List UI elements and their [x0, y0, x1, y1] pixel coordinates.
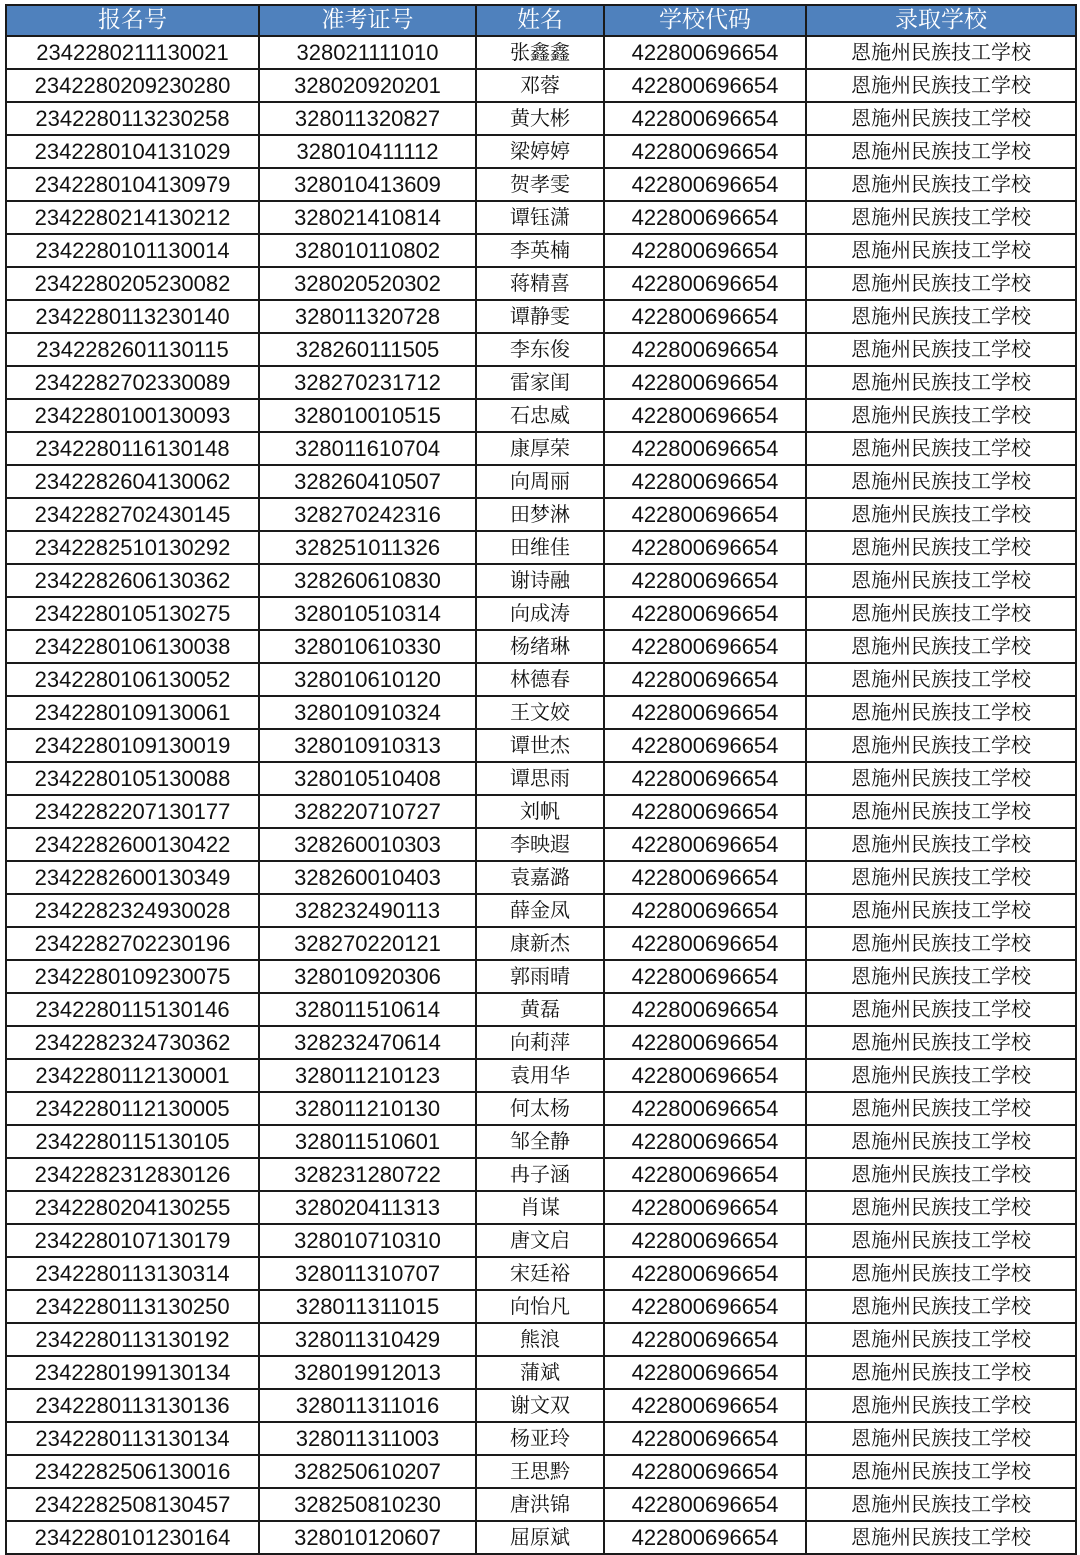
admitted-school-cell: 恩施州民族技工学校 — [806, 1323, 1076, 1356]
table-row — [6, 1059, 1076, 1092]
student-name-cell: 袁用华 — [476, 1059, 604, 1092]
admitted-school-cell: 恩施州民族技工学校 — [806, 267, 1076, 300]
table-row — [6, 201, 1076, 234]
registration-number-cell: 2342280112130005 — [6, 1092, 259, 1125]
school-code-cell: 422800696654 — [604, 1224, 806, 1257]
admission-ticket-number-cell: 328011320827 — [259, 102, 476, 135]
student-name-cell: 何太杨 — [476, 1092, 604, 1125]
registration-number-cell: 2342280204130255 — [6, 1191, 259, 1224]
student-name-cell: 杨亚玲 — [476, 1422, 604, 1455]
table-row — [6, 1257, 1076, 1290]
header-admitted-school: 录取学校 — [806, 5, 1076, 36]
school-code-cell: 422800696654 — [604, 828, 806, 861]
school-code-cell: 422800696654 — [604, 465, 806, 498]
admission-ticket-number-cell: 328010120607 — [259, 1521, 476, 1554]
student-name-cell: 雷家闺 — [476, 366, 604, 399]
admitted-school-cell: 恩施州民族技工学校 — [806, 1389, 1076, 1422]
admission-ticket-number-cell: 328010610330 — [259, 630, 476, 663]
student-name-cell: 田梦淋 — [476, 498, 604, 531]
table-row — [6, 69, 1076, 102]
admission-ticket-number-cell: 328250610207 — [259, 1455, 476, 1488]
admitted-school-cell: 恩施州民族技工学校 — [806, 1521, 1076, 1554]
admitted-school-cell: 恩施州民族技工学校 — [806, 168, 1076, 201]
registration-number-cell: 2342280112130001 — [6, 1059, 259, 1092]
student-name-cell: 石忠威 — [476, 399, 604, 432]
registration-number-cell: 2342280113130250 — [6, 1290, 259, 1323]
registration-number-cell: 2342280105130275 — [6, 597, 259, 630]
admission-ticket-number-cell: 328011510614 — [259, 993, 476, 1026]
school-code-cell: 422800696654 — [604, 597, 806, 630]
admission-ticket-number-cell: 328011310429 — [259, 1323, 476, 1356]
student-name-cell: 康新杰 — [476, 927, 604, 960]
header-registration-number: 报名号 — [6, 5, 259, 36]
school-code-cell: 422800696654 — [604, 729, 806, 762]
student-name-cell: 袁嘉潞 — [476, 861, 604, 894]
table-row — [6, 960, 1076, 993]
registration-number-cell: 2342280205230082 — [6, 267, 259, 300]
registration-number-cell: 2342282312830126 — [6, 1158, 259, 1191]
table-row — [6, 498, 1076, 531]
registration-number-cell: 2342280214130212 — [6, 201, 259, 234]
admission-ticket-number-cell: 328010910313 — [259, 729, 476, 762]
student-name-cell: 谭静雯 — [476, 300, 604, 333]
registration-number-cell: 2342280109230075 — [6, 960, 259, 993]
school-code-cell: 422800696654 — [604, 432, 806, 465]
student-name-cell: 贺孝雯 — [476, 168, 604, 201]
admitted-school-cell: 恩施州民族技工学校 — [806, 795, 1076, 828]
admission-ticket-number-cell: 328010710310 — [259, 1224, 476, 1257]
student-name-cell: 田维佳 — [476, 531, 604, 564]
admitted-school-cell: 恩施州民族技工学校 — [806, 1356, 1076, 1389]
admitted-school-cell: 恩施州民族技工学校 — [806, 69, 1076, 102]
admission-table — [5, 4, 1077, 1555]
header-admission-ticket-number: 准考证号 — [259, 5, 476, 36]
table-row — [6, 267, 1076, 300]
table-row — [6, 1356, 1076, 1389]
admitted-school-cell: 恩施州民族技工学校 — [806, 696, 1076, 729]
admission-ticket-number-cell: 328011610704 — [259, 432, 476, 465]
admitted-school-cell: 恩施州民族技工学校 — [806, 498, 1076, 531]
table-row — [6, 1323, 1076, 1356]
student-name-cell: 屈原斌 — [476, 1521, 604, 1554]
student-name-cell: 唐洪锦 — [476, 1488, 604, 1521]
school-code-cell: 422800696654 — [604, 1257, 806, 1290]
student-name-cell: 王思黔 — [476, 1455, 604, 1488]
registration-number-cell: 2342280106130038 — [6, 630, 259, 663]
registration-number-cell: 2342282600130349 — [6, 861, 259, 894]
table-row — [6, 663, 1076, 696]
admitted-school-cell: 恩施州民族技工学校 — [806, 927, 1076, 960]
table-row — [6, 333, 1076, 366]
student-name-cell: 李英楠 — [476, 234, 604, 267]
admitted-school-cell: 恩施州民族技工学校 — [806, 1290, 1076, 1323]
school-code-cell: 422800696654 — [604, 102, 806, 135]
admitted-school-cell: 恩施州民族技工学校 — [806, 465, 1076, 498]
school-code-cell: 422800696654 — [604, 894, 806, 927]
admitted-school-cell: 恩施州民族技工学校 — [806, 1257, 1076, 1290]
registration-number-cell: 2342282702430145 — [6, 498, 259, 531]
registration-number-cell: 2342280106130052 — [6, 663, 259, 696]
admitted-school-cell: 恩施州民族技工学校 — [806, 663, 1076, 696]
school-code-cell: 422800696654 — [604, 630, 806, 663]
student-name-cell: 刘帆 — [476, 795, 604, 828]
student-name-cell: 谢文双 — [476, 1389, 604, 1422]
table-row — [6, 1422, 1076, 1455]
admission-ticket-number-cell: 328011210123 — [259, 1059, 476, 1092]
student-name-cell: 肖谋 — [476, 1191, 604, 1224]
table-row — [6, 1026, 1076, 1059]
admitted-school-cell: 恩施州民族技工学校 — [806, 1224, 1076, 1257]
registration-number-cell: 2342280115130105 — [6, 1125, 259, 1158]
registration-number-cell: 2342280101230164 — [6, 1521, 259, 1554]
admission-ticket-number-cell: 328260111505 — [259, 333, 476, 366]
school-code-cell: 422800696654 — [604, 399, 806, 432]
admitted-school-cell: 恩施州民族技工学校 — [806, 1422, 1076, 1455]
table-row — [6, 300, 1076, 333]
school-code-cell: 422800696654 — [604, 993, 806, 1026]
student-name-cell: 郭雨晴 — [476, 960, 604, 993]
admitted-school-cell: 恩施州民族技工学校 — [806, 828, 1076, 861]
student-name-cell: 黄大彬 — [476, 102, 604, 135]
table-row — [6, 564, 1076, 597]
table-row — [6, 1092, 1076, 1125]
admission-ticket-number-cell: 328010510314 — [259, 597, 476, 630]
table-row — [6, 861, 1076, 894]
admitted-school-cell: 恩施州民族技工学校 — [806, 36, 1076, 69]
table-row — [6, 1224, 1076, 1257]
admission-ticket-number-cell: 328260410507 — [259, 465, 476, 498]
table-row — [6, 135, 1076, 168]
admission-ticket-number-cell: 328010411112 — [259, 135, 476, 168]
admission-ticket-number-cell: 328010510408 — [259, 762, 476, 795]
student-name-cell: 蒲斌 — [476, 1356, 604, 1389]
student-name-cell: 唐文启 — [476, 1224, 604, 1257]
registration-number-cell: 2342280109130019 — [6, 729, 259, 762]
student-name-cell: 熊浪 — [476, 1323, 604, 1356]
student-name-cell: 杨绪琳 — [476, 630, 604, 663]
student-name-cell: 张鑫鑫 — [476, 36, 604, 69]
admission-ticket-number-cell: 328010010515 — [259, 399, 476, 432]
registration-number-cell: 2342282324930028 — [6, 894, 259, 927]
admission-ticket-number-cell: 328020520302 — [259, 267, 476, 300]
admission-ticket-number-cell: 328250810230 — [259, 1488, 476, 1521]
table-row — [6, 762, 1076, 795]
school-code-cell: 422800696654 — [604, 300, 806, 333]
student-name-cell: 薛金凤 — [476, 894, 604, 927]
table-row — [6, 432, 1076, 465]
admission-ticket-number-cell: 328251011326 — [259, 531, 476, 564]
school-code-cell: 422800696654 — [604, 696, 806, 729]
registration-number-cell: 2342282508130457 — [6, 1488, 259, 1521]
registration-number-cell: 2342282600130422 — [6, 828, 259, 861]
registration-number-cell: 2342280209230280 — [6, 69, 259, 102]
school-code-cell: 422800696654 — [604, 366, 806, 399]
school-code-cell: 422800696654 — [604, 498, 806, 531]
table-row — [6, 729, 1076, 762]
registration-number-cell: 2342282207130177 — [6, 795, 259, 828]
admitted-school-cell: 恩施州民族技工学校 — [806, 894, 1076, 927]
admitted-school-cell: 恩施州民族技工学校 — [806, 564, 1076, 597]
admitted-school-cell: 恩施州民族技工学校 — [806, 993, 1076, 1026]
registration-number-cell: 2342280104131029 — [6, 135, 259, 168]
student-name-cell: 邹全静 — [476, 1125, 604, 1158]
school-code-cell: 422800696654 — [604, 1158, 806, 1191]
table-row — [6, 894, 1076, 927]
student-name-cell: 向成涛 — [476, 597, 604, 630]
registration-number-cell: 2342280113130136 — [6, 1389, 259, 1422]
registration-number-cell: 2342282702330089 — [6, 366, 259, 399]
registration-number-cell: 2342280199130134 — [6, 1356, 259, 1389]
admitted-school-cell: 恩施州民族技工学校 — [806, 1158, 1076, 1191]
registration-number-cell: 2342280211130021 — [6, 36, 259, 69]
registration-number-cell: 2342280113230258 — [6, 102, 259, 135]
registration-number-cell: 2342280109130061 — [6, 696, 259, 729]
table-row — [6, 531, 1076, 564]
admission-ticket-number-cell: 328270231712 — [259, 366, 476, 399]
school-code-cell: 422800696654 — [604, 1191, 806, 1224]
student-name-cell: 向莉萍 — [476, 1026, 604, 1059]
admission-ticket-number-cell: 328010610120 — [259, 663, 476, 696]
admitted-school-cell: 恩施州民族技工学校 — [806, 1026, 1076, 1059]
admission-ticket-number-cell: 328231280722 — [259, 1158, 476, 1191]
student-name-cell: 康厚荣 — [476, 432, 604, 465]
student-name-cell: 谭钰潇 — [476, 201, 604, 234]
school-code-cell: 422800696654 — [604, 1092, 806, 1125]
admitted-school-cell: 恩施州民族技工学校 — [806, 234, 1076, 267]
admitted-school-cell: 恩施州民族技工学校 — [806, 102, 1076, 135]
school-code-cell: 422800696654 — [604, 234, 806, 267]
admitted-school-cell: 恩施州民族技工学校 — [806, 399, 1076, 432]
school-code-cell: 422800696654 — [604, 135, 806, 168]
admission-ticket-number-cell: 328010910324 — [259, 696, 476, 729]
admitted-school-cell: 恩施州民族技工学校 — [806, 333, 1076, 366]
student-name-cell: 梁婷婷 — [476, 135, 604, 168]
school-code-cell: 422800696654 — [604, 1125, 806, 1158]
school-code-cell: 422800696654 — [604, 1356, 806, 1389]
school-code-cell: 422800696654 — [604, 564, 806, 597]
school-code-cell: 422800696654 — [604, 1521, 806, 1554]
student-name-cell: 李映遐 — [476, 828, 604, 861]
admission-ticket-number-cell: 328270242316 — [259, 498, 476, 531]
school-code-cell: 422800696654 — [604, 1026, 806, 1059]
school-code-cell: 422800696654 — [604, 1389, 806, 1422]
table-row — [6, 366, 1076, 399]
student-name-cell: 谭思雨 — [476, 762, 604, 795]
admission-ticket-number-cell: 328011311003 — [259, 1422, 476, 1455]
registration-number-cell: 2342280105130088 — [6, 762, 259, 795]
table-header — [6, 5, 1076, 36]
admitted-school-cell: 恩施州民族技工学校 — [806, 300, 1076, 333]
header-row — [6, 5, 1076, 36]
table-row — [6, 828, 1076, 861]
school-code-cell: 422800696654 — [604, 267, 806, 300]
school-code-cell: 422800696654 — [604, 1488, 806, 1521]
registration-number-cell: 2342282702230196 — [6, 927, 259, 960]
table-row — [6, 1455, 1076, 1488]
table-row — [6, 1290, 1076, 1323]
student-name-cell: 谭世杰 — [476, 729, 604, 762]
school-code-cell: 422800696654 — [604, 1290, 806, 1323]
student-name-cell: 邓蓉 — [476, 69, 604, 102]
admitted-school-cell: 恩施州民族技工学校 — [806, 960, 1076, 993]
registration-number-cell: 2342282604130062 — [6, 465, 259, 498]
student-name-cell: 李东俊 — [476, 333, 604, 366]
admission-ticket-number-cell: 328020920201 — [259, 69, 476, 102]
admission-ticket-number-cell: 328011311015 — [259, 1290, 476, 1323]
header-school-code: 学校代码 — [604, 5, 806, 36]
admission-ticket-number-cell: 328010920306 — [259, 960, 476, 993]
school-code-cell: 422800696654 — [604, 1455, 806, 1488]
table-row — [6, 630, 1076, 663]
table-row — [6, 927, 1076, 960]
registration-number-cell: 2342282510130292 — [6, 531, 259, 564]
school-code-cell: 422800696654 — [604, 1422, 806, 1455]
registration-number-cell: 2342280104130979 — [6, 168, 259, 201]
admitted-school-cell: 恩施州民族技工学校 — [806, 135, 1076, 168]
table-row — [6, 36, 1076, 69]
student-name-cell: 谢诗融 — [476, 564, 604, 597]
school-code-cell: 422800696654 — [604, 927, 806, 960]
admitted-school-cell: 恩施州民族技工学校 — [806, 1191, 1076, 1224]
registration-number-cell: 2342280113130314 — [6, 1257, 259, 1290]
admission-ticket-number-cell: 328021410814 — [259, 201, 476, 234]
school-code-cell: 422800696654 — [604, 960, 806, 993]
registration-number-cell: 2342280116130148 — [6, 432, 259, 465]
registration-number-cell: 2342280113130192 — [6, 1323, 259, 1356]
admitted-school-cell: 恩施州民族技工学校 — [806, 531, 1076, 564]
table-row — [6, 234, 1076, 267]
table-row — [6, 1389, 1076, 1422]
student-name-cell: 冉子涵 — [476, 1158, 604, 1191]
school-code-cell: 422800696654 — [604, 201, 806, 234]
registration-number-cell: 2342282601130115 — [6, 333, 259, 366]
admitted-school-cell: 恩施州民族技工学校 — [806, 597, 1076, 630]
school-code-cell: 422800696654 — [604, 861, 806, 894]
table-row — [6, 168, 1076, 201]
registration-number-cell: 2342280101130014 — [6, 234, 259, 267]
school-code-cell: 422800696654 — [604, 663, 806, 696]
admission-list-sheet — [5, 4, 1075, 1555]
admission-ticket-number-cell: 328260610830 — [259, 564, 476, 597]
student-name-cell: 蒋精喜 — [476, 267, 604, 300]
admission-ticket-number-cell: 328232490113 — [259, 894, 476, 927]
registration-number-cell: 2342280113230140 — [6, 300, 259, 333]
school-code-cell: 422800696654 — [604, 168, 806, 201]
table-row — [6, 399, 1076, 432]
admitted-school-cell: 恩施州民族技工学校 — [806, 432, 1076, 465]
student-name-cell: 向周丽 — [476, 465, 604, 498]
registration-number-cell: 2342280107130179 — [6, 1224, 259, 1257]
admission-ticket-number-cell: 328010413609 — [259, 168, 476, 201]
table-row — [6, 1158, 1076, 1191]
admitted-school-cell: 恩施州民族技工学校 — [806, 1059, 1076, 1092]
admitted-school-cell: 恩施州民族技工学校 — [806, 861, 1076, 894]
school-code-cell: 422800696654 — [604, 795, 806, 828]
school-code-cell: 422800696654 — [604, 36, 806, 69]
admission-ticket-number-cell: 328260010403 — [259, 861, 476, 894]
admission-ticket-number-cell: 328011210130 — [259, 1092, 476, 1125]
table-row — [6, 1521, 1076, 1554]
registration-number-cell: 2342282606130362 — [6, 564, 259, 597]
admitted-school-cell: 恩施州民族技工学校 — [806, 201, 1076, 234]
admitted-school-cell: 恩施州民族技工学校 — [806, 729, 1076, 762]
registration-number-cell: 2342280100130093 — [6, 399, 259, 432]
table-row — [6, 1191, 1076, 1224]
admission-ticket-number-cell: 328020411313 — [259, 1191, 476, 1224]
student-name-cell: 宋廷裕 — [476, 1257, 604, 1290]
admission-ticket-number-cell: 328019912013 — [259, 1356, 476, 1389]
table-row — [6, 465, 1076, 498]
school-code-cell: 422800696654 — [604, 531, 806, 564]
student-name-cell: 王文姣 — [476, 696, 604, 729]
admitted-school-cell: 恩施州民族技工学校 — [806, 1092, 1076, 1125]
admitted-school-cell: 恩施州民族技工学校 — [806, 630, 1076, 663]
table-row — [6, 1125, 1076, 1158]
table-row — [6, 1488, 1076, 1521]
admission-ticket-number-cell: 328011310707 — [259, 1257, 476, 1290]
registration-number-cell: 2342282324730362 — [6, 1026, 259, 1059]
admission-ticket-number-cell: 328270220121 — [259, 927, 476, 960]
table-row — [6, 597, 1076, 630]
admission-ticket-number-cell: 328260010303 — [259, 828, 476, 861]
admission-ticket-number-cell: 328021111010 — [259, 36, 476, 69]
table-row — [6, 993, 1076, 1026]
admission-ticket-number-cell: 328220710727 — [259, 795, 476, 828]
admission-ticket-number-cell: 328232470614 — [259, 1026, 476, 1059]
admission-ticket-number-cell: 328011510601 — [259, 1125, 476, 1158]
admitted-school-cell: 恩施州民族技工学校 — [806, 762, 1076, 795]
admitted-school-cell: 恩施州民族技工学校 — [806, 366, 1076, 399]
admission-ticket-number-cell: 328011320728 — [259, 300, 476, 333]
table-row — [6, 102, 1076, 135]
registration-number-cell: 2342280115130146 — [6, 993, 259, 1026]
school-code-cell: 422800696654 — [604, 69, 806, 102]
table-body — [6, 36, 1076, 1554]
registration-number-cell: 2342282506130016 — [6, 1455, 259, 1488]
school-code-cell: 422800696654 — [604, 1323, 806, 1356]
admitted-school-cell: 恩施州民族技工学校 — [806, 1455, 1076, 1488]
admitted-school-cell: 恩施州民族技工学校 — [806, 1125, 1076, 1158]
student-name-cell: 黄磊 — [476, 993, 604, 1026]
registration-number-cell: 2342280113130134 — [6, 1422, 259, 1455]
admitted-school-cell: 恩施州民族技工学校 — [806, 1488, 1076, 1521]
admission-ticket-number-cell: 328010110802 — [259, 234, 476, 267]
school-code-cell: 422800696654 — [604, 333, 806, 366]
student-name-cell: 林德春 — [476, 663, 604, 696]
admission-ticket-number-cell: 328011311016 — [259, 1389, 476, 1422]
student-name-cell: 向怡凡 — [476, 1290, 604, 1323]
table-row — [6, 795, 1076, 828]
table-row — [6, 696, 1076, 729]
school-code-cell: 422800696654 — [604, 1059, 806, 1092]
school-code-cell: 422800696654 — [604, 762, 806, 795]
header-student-name: 姓名 — [476, 5, 604, 36]
